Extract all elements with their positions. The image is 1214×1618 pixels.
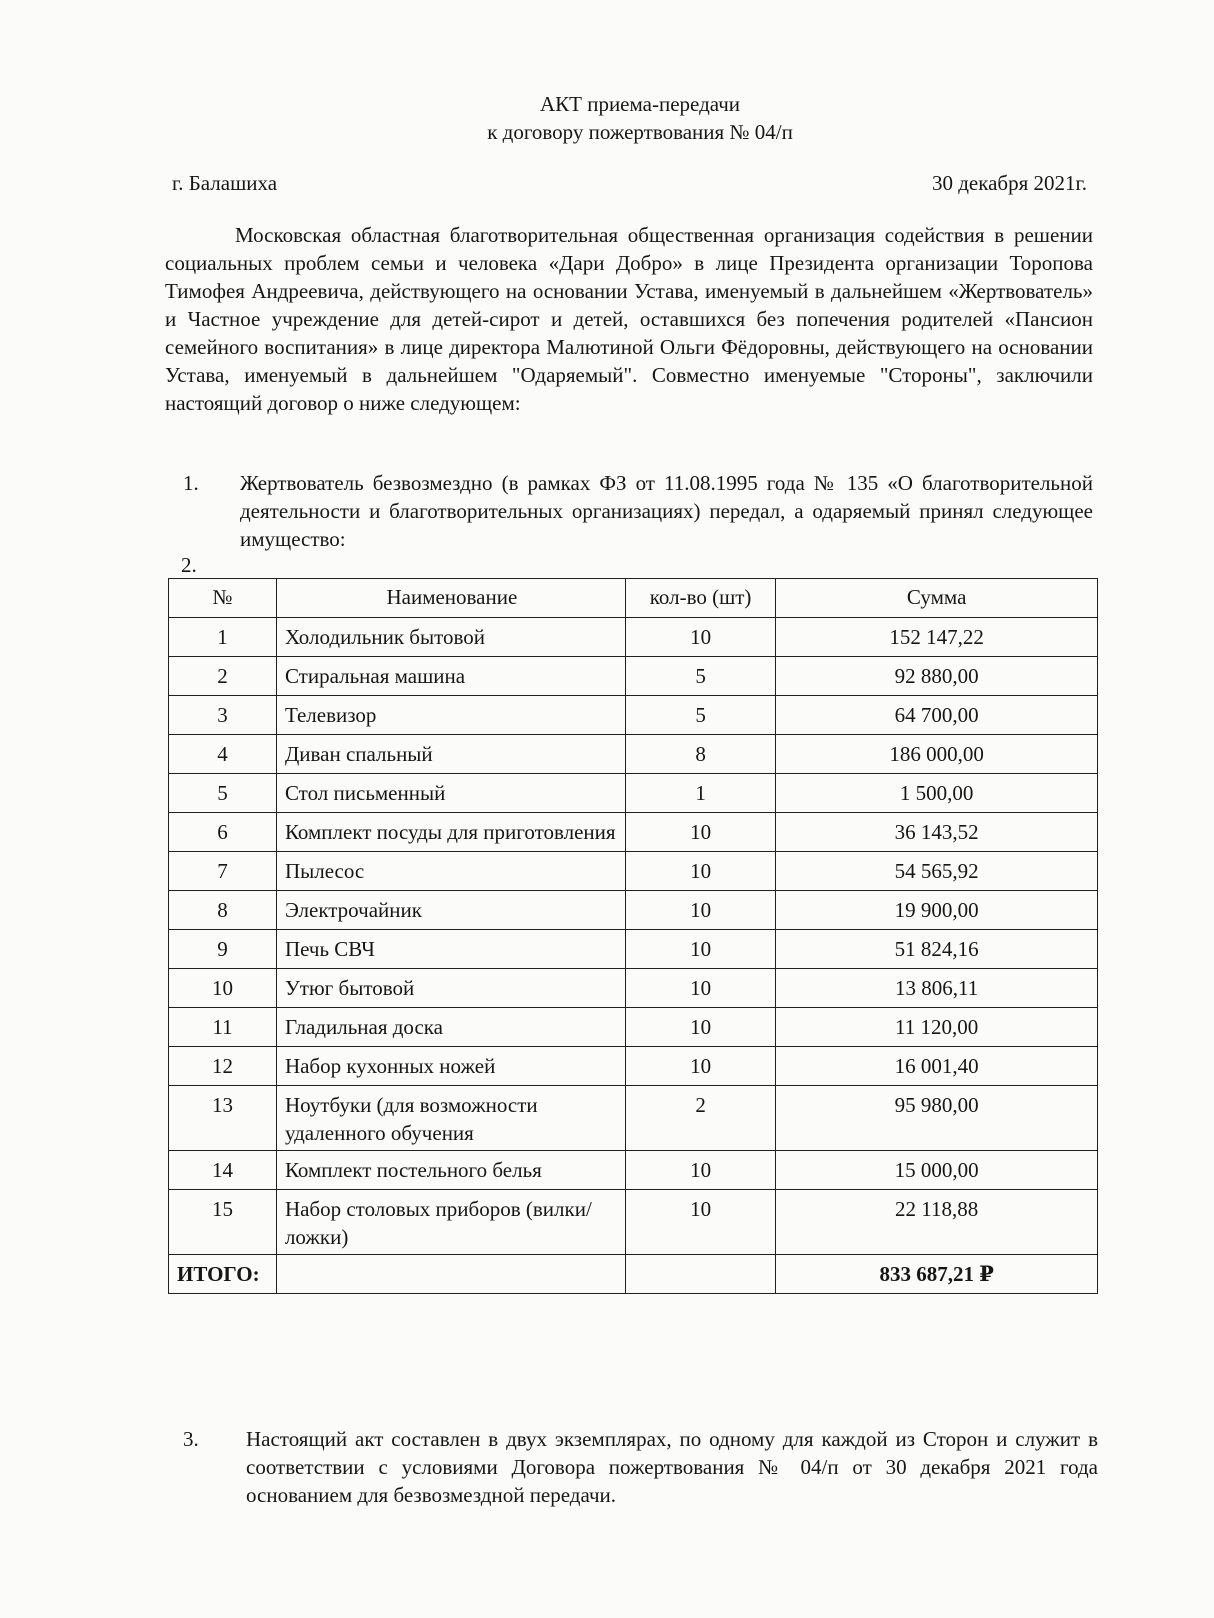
table-header-row bbox=[169, 579, 1098, 618]
clause-1-number: 1. bbox=[183, 471, 199, 495]
row-sum: 54 565,92 bbox=[776, 852, 1098, 891]
table-row bbox=[169, 1086, 1098, 1151]
row-sum: 15 000,00 bbox=[776, 1151, 1098, 1190]
row-name: Ноутбуки (для возможности удаленного обучения bbox=[276, 1086, 625, 1151]
row-sum: 19 900,00 bbox=[776, 891, 1098, 930]
row-number: 14 bbox=[169, 1151, 277, 1190]
row-number: 5 bbox=[169, 774, 277, 813]
row-sum: 13 806,11 bbox=[776, 969, 1098, 1008]
header-number: № bbox=[169, 579, 277, 618]
row-sum: 51 824,16 bbox=[776, 930, 1098, 969]
row-sum: 95 980,00 bbox=[776, 1086, 1098, 1151]
row-number: 13 bbox=[169, 1086, 277, 1151]
table-row bbox=[169, 930, 1098, 969]
clause-1-text: Жертвователь безвозмездно (в рамках ФЗ от 11.08.1995 года № 135 «О благотворительной деятельности и благотворительных организациях) передал, а одаряемый принял следующее имущество: bbox=[240, 471, 1093, 551]
row-number: 3 bbox=[169, 696, 277, 735]
row-number: 7 bbox=[169, 852, 277, 891]
row-name: Электрочайник bbox=[276, 891, 625, 930]
total-row bbox=[169, 1255, 1098, 1294]
document-subtitle: к договору пожертвования № 04/п bbox=[487, 120, 793, 144]
row-quantity: 10 bbox=[625, 618, 775, 657]
row-name: Набор кухонных ножей bbox=[276, 1047, 625, 1086]
row-number: 6 bbox=[169, 813, 277, 852]
row-name: Холодильник бытовой bbox=[276, 618, 625, 657]
table-row bbox=[169, 1047, 1098, 1086]
row-quantity: 5 bbox=[625, 657, 775, 696]
total-label: ИТОГО: bbox=[169, 1255, 277, 1294]
row-number: 1 bbox=[169, 618, 277, 657]
row-quantity: 10 bbox=[625, 930, 775, 969]
table-row bbox=[169, 735, 1098, 774]
table-row bbox=[169, 1190, 1098, 1255]
row-quantity: 10 bbox=[625, 852, 775, 891]
table-row bbox=[169, 1008, 1098, 1047]
header-name: Наименование bbox=[276, 579, 625, 618]
row-name: Телевизор bbox=[276, 696, 625, 735]
row-name: Комплект постельного белья bbox=[276, 1151, 625, 1190]
row-quantity: 10 bbox=[625, 1151, 775, 1190]
row-name: Печь СВЧ bbox=[276, 930, 625, 969]
row-sum: 92 880,00 bbox=[776, 657, 1098, 696]
clause-3-text: Настоящий акт составлен в двух экземплярах, по одному для каждой из Сторон и служит в соответствии с условиями Договора пожертвования № 04/п от 30 декабря 2021 года основанием для безвозмездной передачи. bbox=[246, 1427, 1098, 1507]
document-title: АКТ приема-передачи bbox=[539, 92, 741, 116]
total-quantity bbox=[625, 1255, 775, 1294]
total-name bbox=[276, 1255, 625, 1294]
row-quantity: 10 bbox=[625, 1190, 775, 1255]
table-row bbox=[169, 969, 1098, 1008]
table-row bbox=[169, 813, 1098, 852]
row-sum: 36 143,52 bbox=[776, 813, 1098, 852]
row-name: Диван спальный bbox=[276, 735, 625, 774]
table-row bbox=[169, 657, 1098, 696]
table-row bbox=[169, 852, 1098, 891]
property-table bbox=[168, 578, 1098, 1294]
row-quantity: 8 bbox=[625, 735, 775, 774]
row-number: 9 bbox=[169, 930, 277, 969]
row-name: Гладильная доска bbox=[276, 1008, 625, 1047]
row-quantity: 10 bbox=[625, 891, 775, 930]
preamble-paragraph: Московская областная благотворительная общественная организация содействия в решении социальных проблем семьи и человека «Дари Добро» в лице Президента организации Торопова Тимофея Андреевича, действующего на основании Устава, именуемый в дальнейшем «Жертвователь» и Частное учреждение для детей-сирот и детей, оставшихся без попечения родителей «Пансион семейного воспитания» в лице директора Малютиной Ольги Фёдоровны, действующего на основании Устава, именуемый в дальнейшем "Одаряемый". Совместно именуемые "Стороны", заключили настоящий договор о ниже следующем: bbox=[165, 223, 1093, 415]
row-quantity: 5 bbox=[625, 696, 775, 735]
row-quantity: 10 bbox=[625, 1008, 775, 1047]
row-sum: 11 120,00 bbox=[776, 1008, 1098, 1047]
row-name: Утюг бытовой bbox=[276, 969, 625, 1008]
total-sum: 833 687,21 ₽ bbox=[776, 1255, 1098, 1294]
header-quantity: кол-во (шт) bbox=[625, 579, 775, 618]
row-number: 2 bbox=[169, 657, 277, 696]
row-name: Комплект посуды для приготовления bbox=[276, 813, 625, 852]
row-name: Стиральная машина bbox=[276, 657, 625, 696]
row-number: 4 bbox=[169, 735, 277, 774]
row-number: 12 bbox=[169, 1047, 277, 1086]
row-number: 15 bbox=[169, 1190, 277, 1255]
row-quantity: 10 bbox=[625, 813, 775, 852]
table-row bbox=[169, 1151, 1098, 1190]
row-sum: 16 001,40 bbox=[776, 1047, 1098, 1086]
row-quantity: 1 bbox=[625, 774, 775, 813]
row-number: 11 bbox=[169, 1008, 277, 1047]
row-sum: 186 000,00 bbox=[776, 735, 1098, 774]
row-sum: 64 700,00 bbox=[776, 696, 1098, 735]
row-sum: 22 118,88 bbox=[776, 1190, 1098, 1255]
row-number: 8 bbox=[169, 891, 277, 930]
row-quantity: 2 bbox=[625, 1086, 775, 1151]
row-name: Стол письменный bbox=[276, 774, 625, 813]
document-city: г. Балашиха bbox=[172, 171, 278, 195]
row-name: Набор столовых приборов (вилки/ложки) bbox=[276, 1190, 625, 1255]
row-sum: 152 147,22 bbox=[776, 618, 1098, 657]
table-row bbox=[169, 774, 1098, 813]
table-row bbox=[169, 696, 1098, 735]
row-quantity: 10 bbox=[625, 969, 775, 1008]
row-number: 10 bbox=[169, 969, 277, 1008]
table-row bbox=[169, 891, 1098, 930]
clause-3-number: 3. bbox=[183, 1427, 199, 1451]
document-date: 30 декабря 2021г. bbox=[931, 171, 1087, 195]
header-sum: Сумма bbox=[776, 579, 1098, 618]
row-sum: 1 500,00 bbox=[776, 774, 1098, 813]
table-row bbox=[169, 618, 1098, 657]
row-quantity: 10 bbox=[625, 1047, 775, 1086]
row-name: Пылесос bbox=[276, 852, 625, 891]
clause-2-number: 2. bbox=[181, 553, 197, 577]
